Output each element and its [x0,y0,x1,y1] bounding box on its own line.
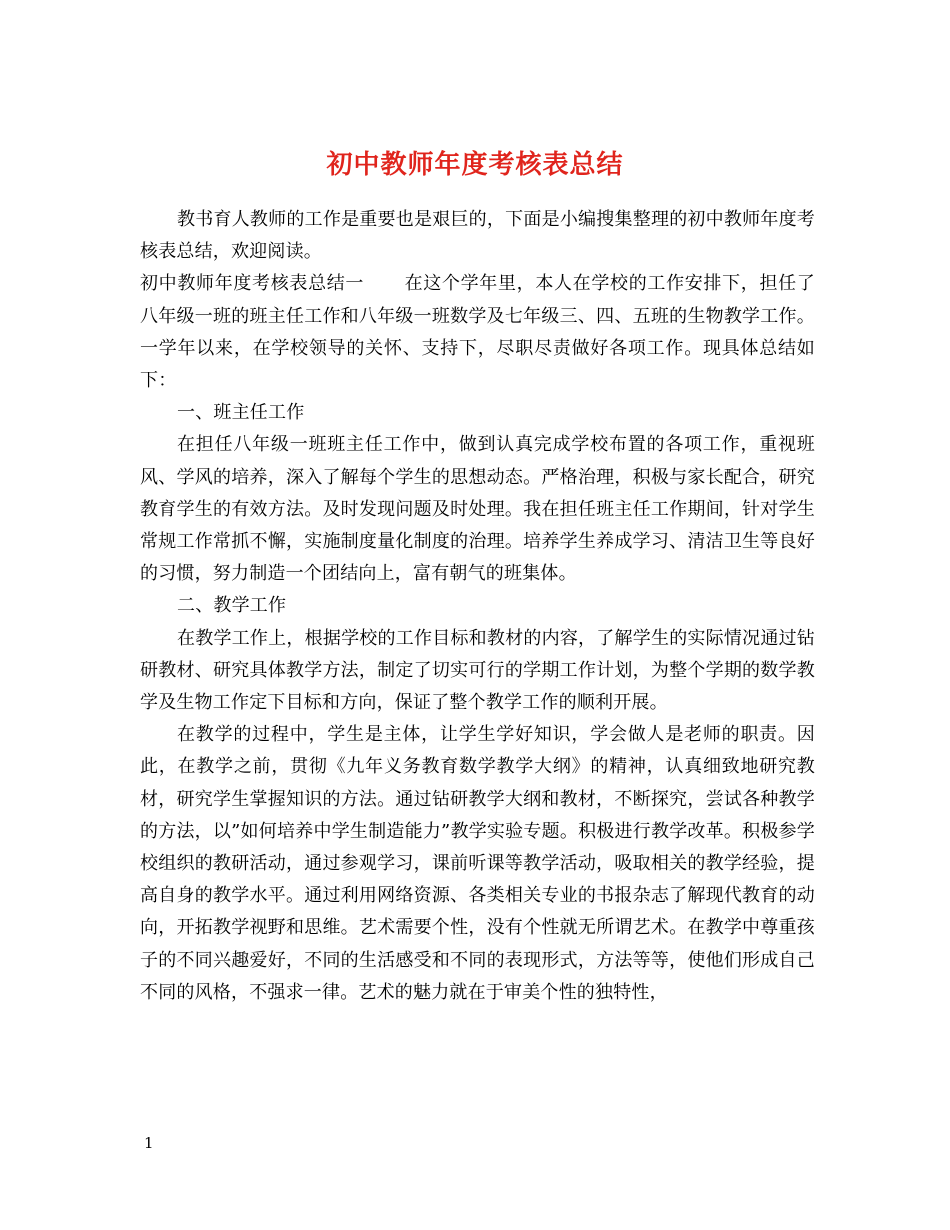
section-heading-class-teacher: 一、班主任工作 [177,402,305,424]
summary-paragraph [140,268,815,397]
document-body [140,204,815,1009]
intro-paragraph: 教书育人教师的工作是重要也是艰巨的，下面是小编搜集整理的初中教师年度考核表总结，欢迎阅读。 [140,209,815,263]
section-heading-teaching: 二、教学工作 [177,595,287,617]
page-number: 1 [144,1134,154,1152]
teaching-paragraph-1: 在教学工作上，根据学校的工作目标和教材的内容，了解学生的实际情况通过钻研教材、研究具体教学方法，制定了切实可行的学期工作计划，为整个学期的数学教学及生物工作定下目标和方向，保证了整个教学工作的顺利开展。 [140,627,815,714]
teaching-paragraph-2: 在教学的过程中，学生是主体，让学生学好知识，学会做人是老师的职责。因此，在教学之前，贯彻《九年义务教育数学教学大纲》的精神，认真细致地研究教材，研究学生掌握知识的方法。通过钻研教学大纲和教材，不断探究，尝试各种教学的方法，以”如何培养中学生制造能力”教学实验专题。积极进行教学改革。积极参学校组织的教研活动，通过参观学习，课前听课等教学活动，吸取相关的教学经验，提高自身的教学水平。通过利用网络资源、各类相关专业的书报杂志了解现代教育的动向，开拓教学视野和思维。艺术需要个性，没有个性就无所谓艺术。在教学中尊重孩子的不同兴趣爱好，不同的生活感受和不同的表现形式，方法等等，使他们形成自己不同的风格，不强求一律。艺术的魅力就在于审美个性的独特性， [140,724,815,1003]
class-teacher-paragraph: 在担任八年级一班班主任工作中，做到认真完成学校布置的各项工作，重视班风、学风的培养，深入了解每个学生的思想动态。严格治理，积极与家长配合，研究教育学生的有效方法。及时发现问题及时处理。我在担任班主任工作期间，针对学生常规工作常抓不懈，实施制度量化制度的治理。培养学生养成学习、清洁卫生等良好的习惯，努力制造一个团结向上，富有朝气的班集体。 [140,434,815,585]
document-title: 初中教师年度考核表总结 [326,150,624,181]
summary-text: 在这个学年里，本人在学校的工作安排下，担任了八年级一班的班主任工作和八年级一班数学及七年级三、四、五班的生物教学工作。一学年以来，在学校领导的关怀、支持下，尽职尽责做好各项工作。现具体总结如下： [140,273,815,392]
summary-label: 初中教师年度考核表总结一 [140,273,365,295]
